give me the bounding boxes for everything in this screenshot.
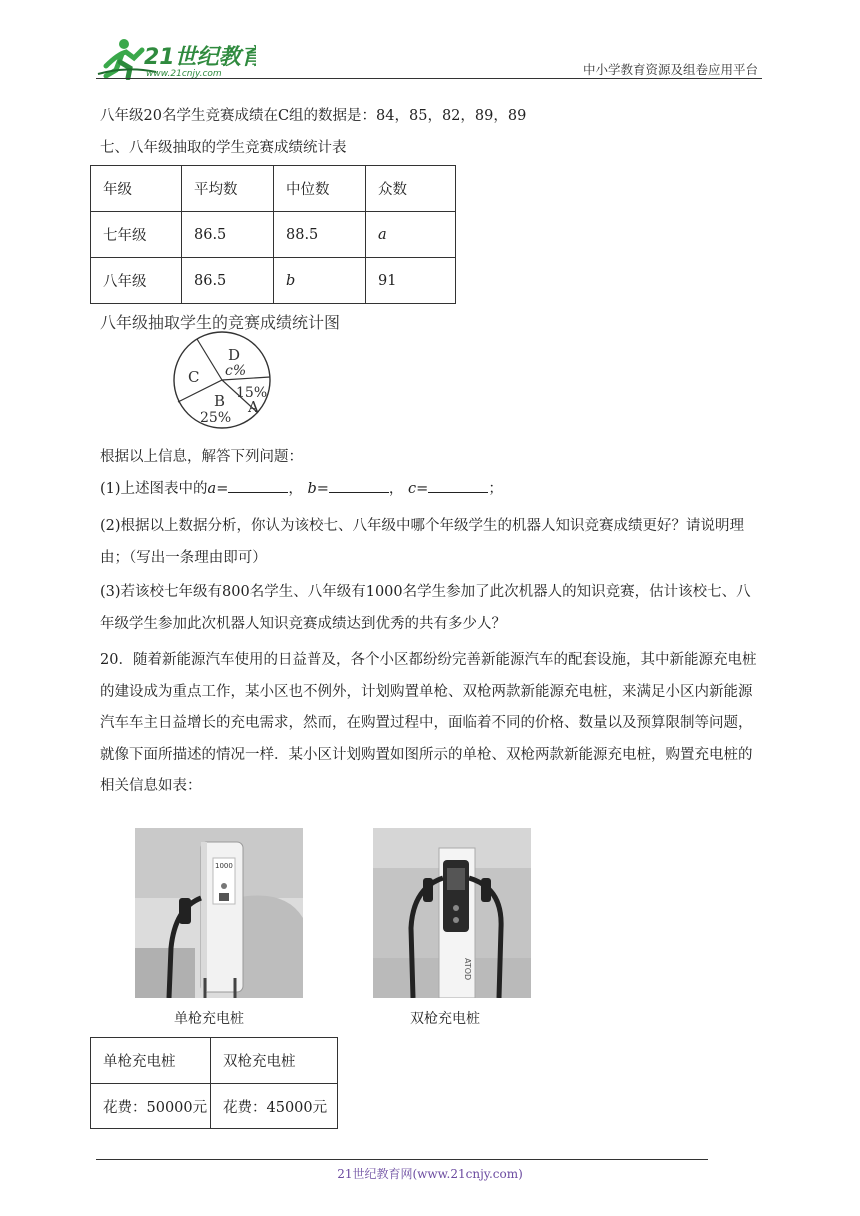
table-cell: 花费：45000元 xyxy=(211,1084,338,1129)
header-cell: 平均数 xyxy=(182,166,274,212)
pie-label-a: A xyxy=(248,398,259,416)
pie-pct-c: c% xyxy=(225,363,247,379)
header-divider xyxy=(96,78,762,79)
footer-text[interactable]: 21世纪教育网(www.21cnjy.com) xyxy=(337,1167,523,1181)
pie-pct-b: 25% xyxy=(200,410,232,426)
q1-sep: ， xyxy=(288,481,303,497)
site-logo xyxy=(96,36,256,80)
logo-url: www.21cnjy.com xyxy=(146,69,222,79)
q1-prefix: (1)上述图表中的 xyxy=(100,481,208,497)
table1-title: 七、八年级抽取的学生竞赛成绩统计表 xyxy=(100,140,347,156)
intro-line: 八年级20名学生竞赛成绩在C组的数据是：84，85，82，89，89 xyxy=(100,108,527,124)
q1-blank-a[interactable] xyxy=(228,480,288,493)
pie-pct-a: 15% xyxy=(236,385,268,401)
stats-table xyxy=(90,165,456,304)
questions-lead: 根据以上信息，解答下列问题： xyxy=(100,449,303,465)
table-cell: 七年级 xyxy=(91,212,182,258)
double-brand-text: ATOD xyxy=(463,958,472,981)
pie-title: 八年级抽取学生的竞赛成绩统计图 xyxy=(100,313,341,332)
double-charger-photo xyxy=(373,828,531,998)
question-2: (2)根据以上数据分析，你认为该校七、八年级中哪个年级学生的机器人知识竞赛成绩更好？请说明理由；（写出一条理由即可） xyxy=(100,518,745,566)
q1-eq: = xyxy=(216,481,229,497)
question-1 xyxy=(100,479,503,499)
pie-chart xyxy=(170,330,282,434)
double-charger-icon xyxy=(373,828,531,998)
table-cell: 88.5 xyxy=(274,212,366,258)
header-platform-name: 中小学教育资源及组卷应用平台 xyxy=(582,62,758,77)
single-charger-icon xyxy=(135,828,303,998)
table-cell: 八年级 xyxy=(91,258,182,304)
table-header-row xyxy=(91,1038,338,1084)
q1-blank-c[interactable] xyxy=(428,480,488,493)
header-cell: 中位数 xyxy=(274,166,366,212)
q1-var-b: b xyxy=(307,481,317,497)
header-cell: 年级 xyxy=(91,166,182,212)
table-cell: a xyxy=(366,212,456,258)
table-row xyxy=(91,258,456,304)
pie-label-b: B xyxy=(214,392,226,410)
table-cell: 花费：50000元 xyxy=(91,1084,211,1129)
price-table xyxy=(90,1037,338,1129)
pie-label-d: D xyxy=(228,346,241,364)
question-3: (3)若该校七年级有800名学生、八年级有1000名学生参加了此次机器人的知识竞赛，估计该校七、八年级学生参加此次机器人知识竞赛成绩达到优秀的共有多少人？ xyxy=(100,584,751,632)
problem-20-text: 20．随着新能源汽车使用的日益普及，各个小区都纷纷完善新能源汽车的配套设施，其中新能源充电桩的建设成为重点工作，某小区也不例外，计划购置单枪、双枪两款新能源充电桩，来满足小区内新能源汽车车主日益增长的充电需求，然而，在购置过程中，面临着不同的价格、数量以及预算限制等问题，就像下面所描述的情况一样．某小区计划购置如图所示的单枪、双枪两款新能源充电桩，购置充电桩的相关信息如表： xyxy=(100,652,757,794)
q1-eq: = xyxy=(316,481,329,497)
q1-eq: = xyxy=(416,481,429,497)
footer-divider xyxy=(96,1159,708,1160)
double-charger-caption: 双枪充电桩 xyxy=(410,1011,480,1027)
q1-var-a: a xyxy=(207,481,217,497)
single-charger-photo xyxy=(135,828,303,998)
table-cell: 91 xyxy=(366,258,456,304)
table-cell: 86.5 xyxy=(182,212,274,258)
logo-text: 21世纪教育 xyxy=(144,45,256,70)
pie-label-c: C xyxy=(188,368,200,386)
q1-sep: ， xyxy=(388,481,404,497)
table-cell: 86.5 xyxy=(182,258,274,304)
q1-end: ； xyxy=(488,481,503,497)
header-cell: 单枪充电桩 xyxy=(91,1038,211,1084)
table-header-row xyxy=(91,166,456,212)
table-row xyxy=(91,212,456,258)
table-cell: b xyxy=(274,258,366,304)
q1-var-c: c xyxy=(408,481,417,497)
table-row xyxy=(91,1084,338,1129)
q1-blank-b[interactable] xyxy=(329,480,389,493)
header-cell: 众数 xyxy=(366,166,456,212)
header-cell: 双枪充电桩 xyxy=(211,1038,338,1084)
single-screen-text: 1000 xyxy=(215,862,233,870)
runner-logo-icon xyxy=(96,36,256,80)
single-charger-caption: 单枪充电桩 xyxy=(174,1011,244,1027)
